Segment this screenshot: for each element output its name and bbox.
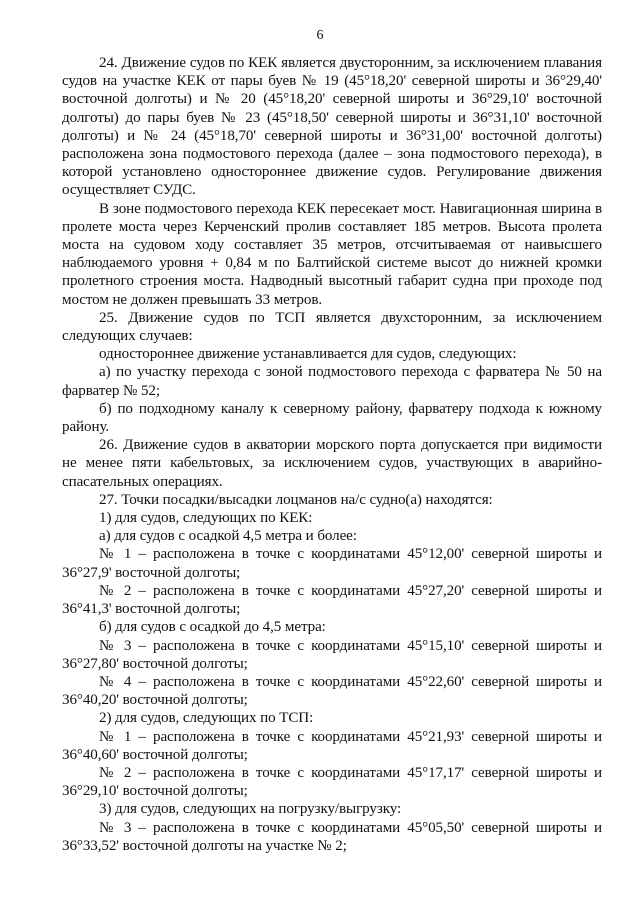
paragraph-27: 27. Точки посадки/высадки лоцманов на/с судно(а) находятся: bbox=[99, 491, 493, 508]
document-body bbox=[62, 54, 602, 855]
list-item-a: а) по участку перехода с зоной подмостового перехода с фарватера № 50 на фарватер № 52; bbox=[62, 364, 602, 399]
list-item-b: б) по подходному каналу к северному району, фарватеру подхода к южному району. bbox=[62, 400, 602, 436]
list-item-3: 3) для судов, следующих на погрузку/выгрузку: bbox=[99, 801, 402, 818]
list-item-2: 2) для судов, следующих по ТСП: bbox=[99, 710, 314, 727]
paragraph-26: 26. Движение судов в акватории морского порта допускается при видимости не менее пяти кабельтовых, за исключением судов, участвующих в аварийно-спасательных операциях. bbox=[62, 437, 602, 490]
paragraph-one-way: одностороннее движение устанавливается для судов, следующих: bbox=[99, 346, 517, 363]
pilot-point-tsp-1: № 1 – расположена в точке с координатами 45°21,93' северной широты и 36°40,60' восточной долготы; bbox=[62, 728, 602, 763]
pilot-point-kek-3: № 3 – расположена в точке с координатами 45°15,10' северной широты и 36°27,80' восточной долготы; bbox=[62, 637, 602, 672]
paragraph-bridge: В зоне подмостового перехода КЕК пересекает мост. Навигационная ширина в пролете моста через Керченский пролив составляет 185 метров. Высота пролета моста на судовом ходу составляет 35 метров, отсчитываемая от наивысшего наблюдаемого уровня + 0,84 м по Балтийской системе высот до нижней кромки пролетного строения моста. Надводный высотный габарит судна при проходе под мостом не должен превышать 33 метров. bbox=[62, 200, 602, 308]
pilot-point-tsp-2: № 2 – расположена в точке с координатами 45°17,17' северной широты и 36°29,10' восточной долготы; bbox=[62, 764, 602, 800]
pilot-point-kek-2: № 2 – расположена в точке с координатами 45°27,20' северной широты и 36°41,3' восточной долготы; bbox=[62, 582, 602, 618]
list-item-1: 1) для судов, следующих по КЕК: bbox=[99, 510, 313, 527]
paragraph-24: 24. Движение судов по КЕК является двусторонним, за исключением плавания судов на участке КЕК от пары буев № 19 (45°18,20' северной широты и 36°29,40' восточной долготы) и № 20 (45°18,20' северной широты и 36°29,10' восточной долготы) до пары буев № 23 (45°18,50' северной широты и 36°31,10' восточной долготы) и № 24 (45°18,70' северной широты и 36°31,00' восточной долготы) расположена зона подмостового перехода (далее – зона подмостового перехода), в которой установлено одностороннее движение судов. Регулирование движения осуществляет СУДС. bbox=[62, 55, 602, 199]
list-item-1b: б) для судов с осадкой до 4,5 метра: bbox=[99, 619, 326, 636]
list-item-1a: а) для судов с осадкой 4,5 метра и более: bbox=[99, 528, 357, 545]
pilot-point-cargo-3: № 3 – расположена в точке с координатами 45°05,50' северной широты и 36°33,52' восточной долготы на участке № 2; bbox=[62, 819, 602, 854]
pilot-point-kek-1: № 1 – расположена в точке с координатами 45°12,00' северной широты и 36°27,9' восточной долготы; bbox=[62, 546, 602, 581]
page-number: 6 bbox=[316, 28, 324, 43]
pilot-point-kek-4: № 4 – расположена в точке с координатами 45°22,60' северной широты и 36°40,20' восточной долготы; bbox=[62, 673, 602, 709]
paragraph-25: 25. Движение судов по ТСП является двухсторонним, за исключением следующих случаев: bbox=[62, 309, 602, 345]
